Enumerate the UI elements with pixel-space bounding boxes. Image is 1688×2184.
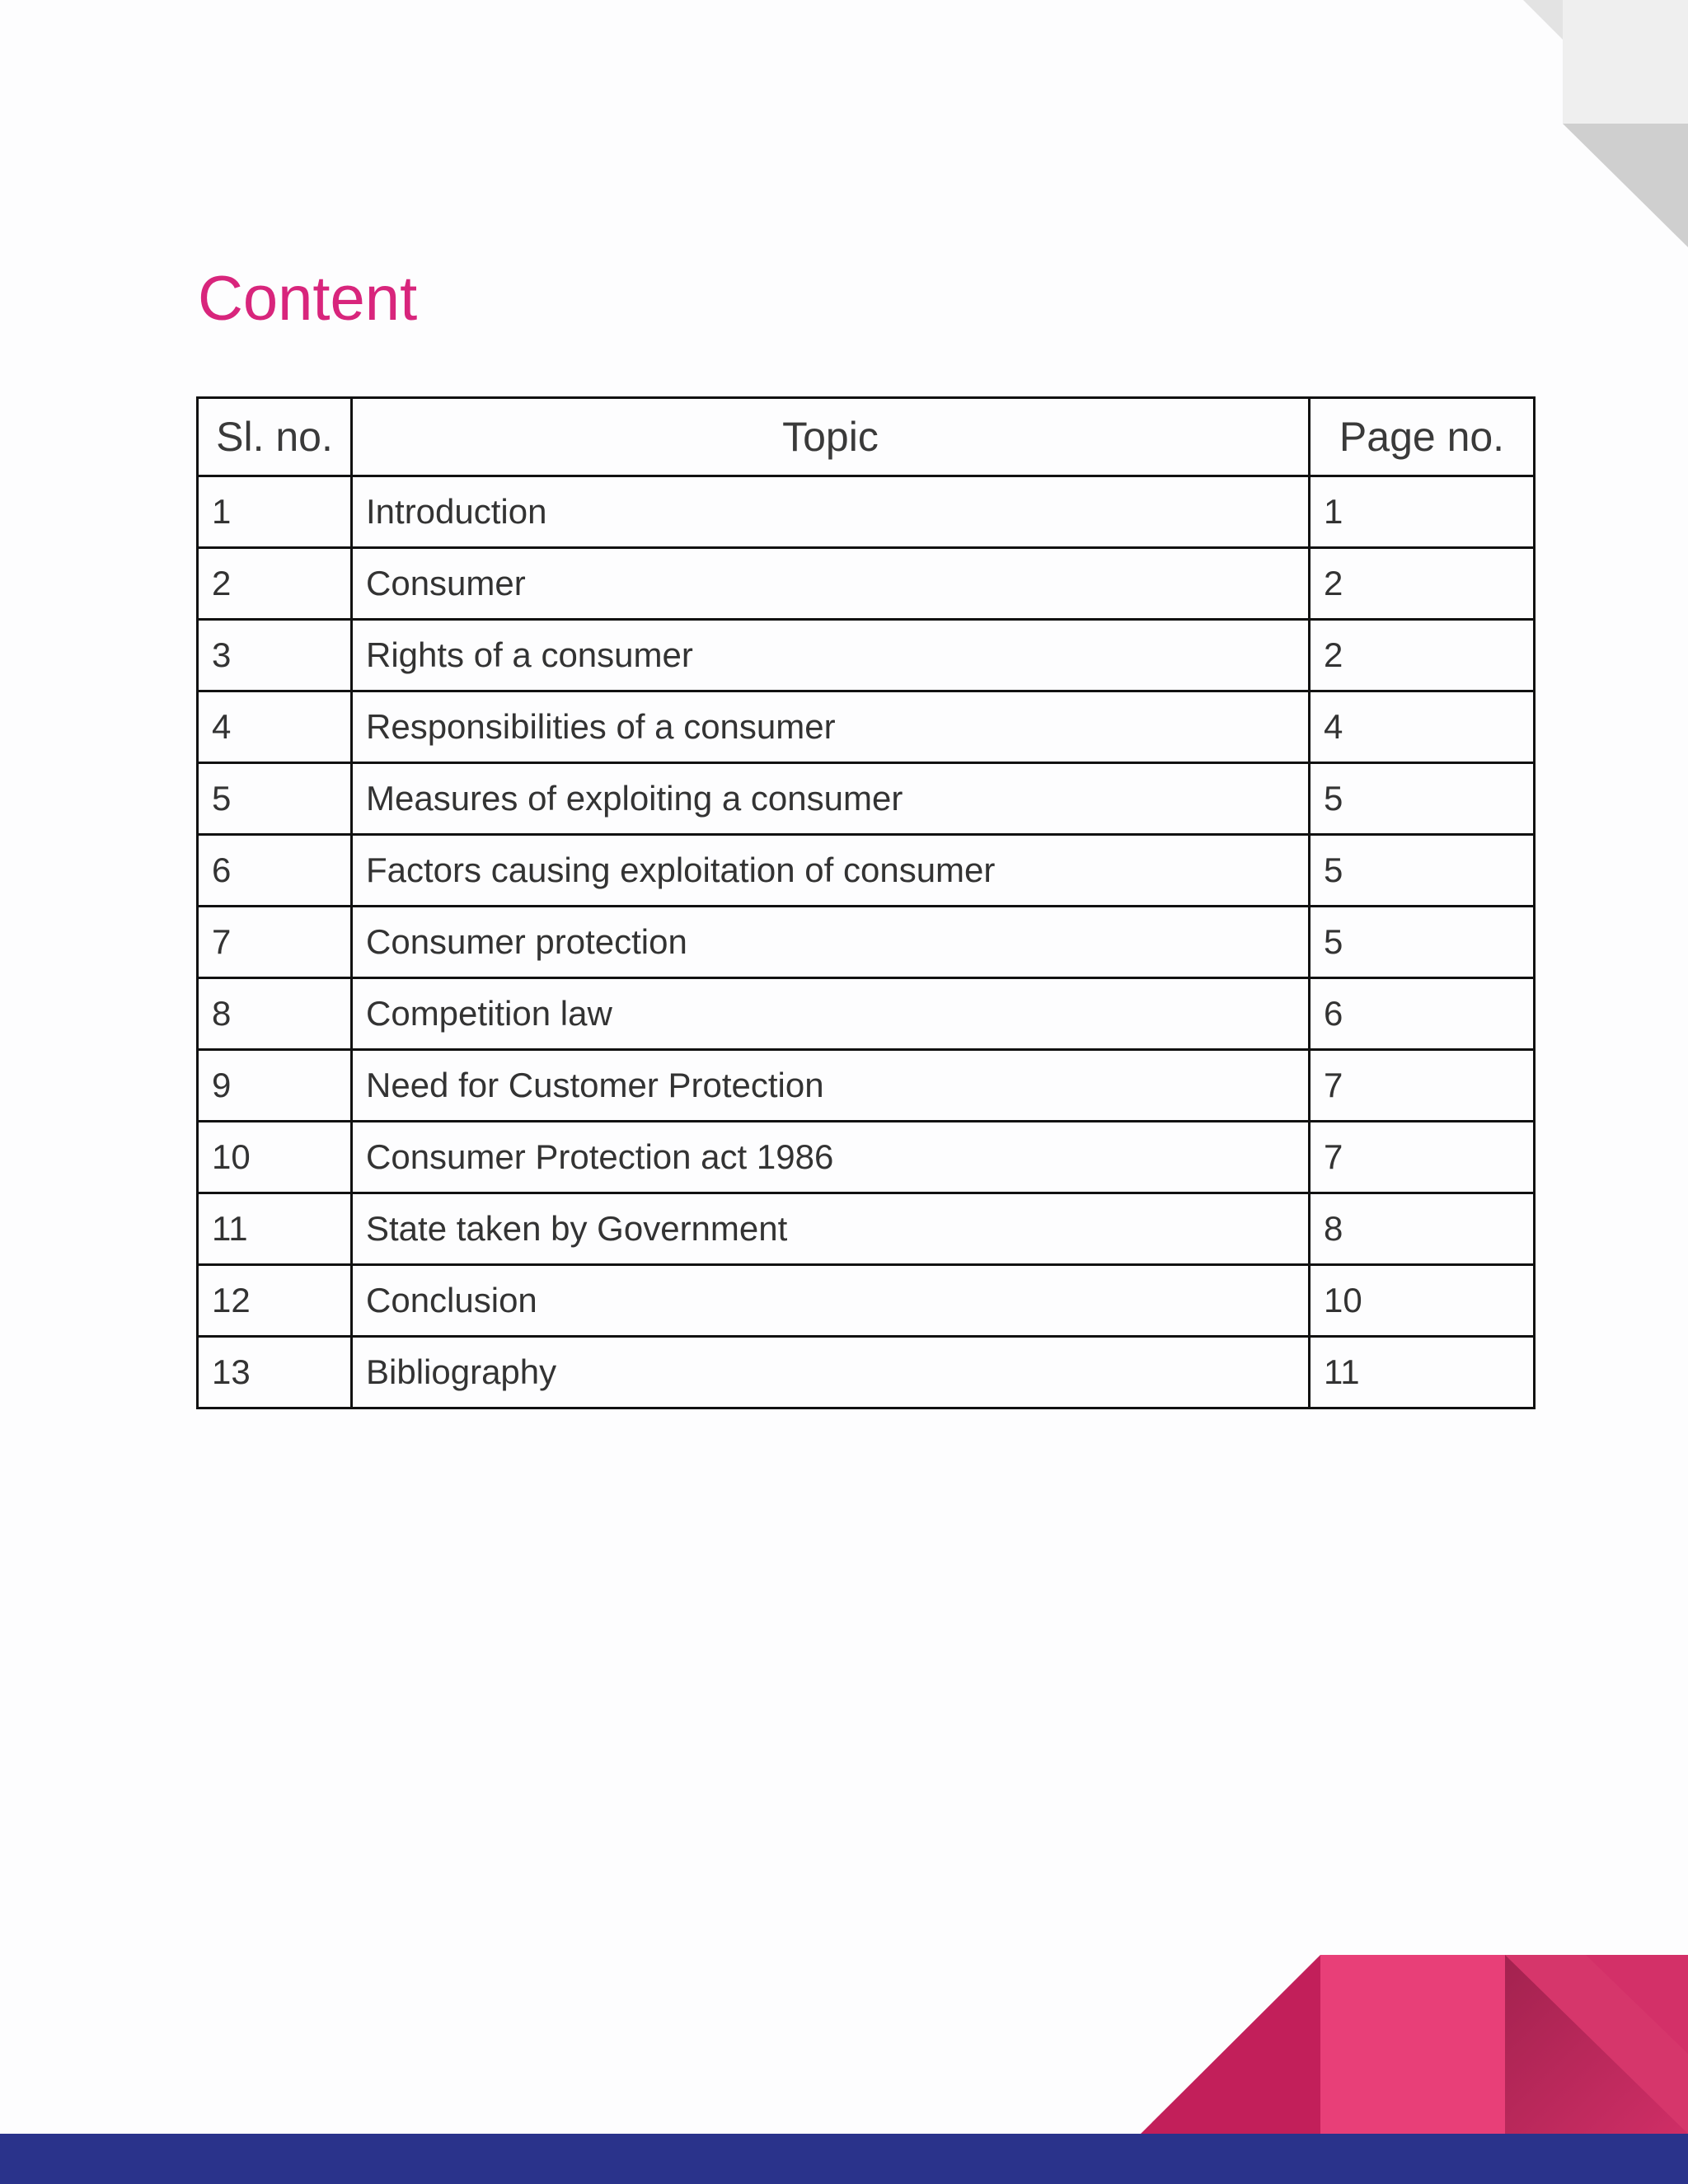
header-topic: Topic: [352, 398, 1310, 476]
table-row: [198, 1050, 1535, 1122]
bottom-right-corner-decoration: [1141, 1955, 1688, 2134]
topic-cell: Consumer: [352, 548, 1310, 620]
topic-cell: Consumer protection: [352, 907, 1310, 978]
page-number-cell: 11: [1310, 1337, 1535, 1408]
serial-number-cell: 5: [198, 763, 352, 835]
topic-cell: Bibliography: [352, 1337, 1310, 1408]
serial-number-cell: 6: [198, 835, 352, 907]
table-row: [198, 1193, 1535, 1265]
serial-number-cell: 11: [198, 1193, 352, 1265]
topic-cell: Conclusion: [352, 1265, 1310, 1337]
topic-cell: Rights of a consumer: [352, 620, 1310, 691]
page-title: Content: [198, 264, 418, 334]
table-row: [198, 835, 1535, 907]
page-number-cell: 4: [1310, 691, 1535, 763]
table-row: [198, 907, 1535, 978]
table-row: [198, 1122, 1535, 1193]
header-serial-number: Sl. no.: [198, 398, 352, 476]
table-row: [198, 1337, 1535, 1408]
page-number-cell: 10: [1310, 1265, 1535, 1337]
topic-cell: Factors causing exploitation of consumer: [352, 835, 1310, 907]
page-number-cell: 7: [1310, 1122, 1535, 1193]
table-row: [198, 620, 1535, 691]
serial-number-cell: 10: [198, 1122, 352, 1193]
page-number-cell: 5: [1310, 907, 1535, 978]
table-row: [198, 691, 1535, 763]
topic-cell: Responsibilities of a consumer: [352, 691, 1310, 763]
serial-number-cell: 13: [198, 1337, 352, 1408]
table-of-contents: [196, 396, 1536, 1409]
top-right-corner-decoration: [1441, 0, 1688, 247]
serial-number-cell: 9: [198, 1050, 352, 1122]
header-page-number: Page no.: [1310, 398, 1535, 476]
page-number-cell: 5: [1310, 763, 1535, 835]
table-row: [198, 476, 1535, 548]
topic-cell: State taken by Government: [352, 1193, 1310, 1265]
page-number-cell: 6: [1310, 978, 1535, 1050]
page-number-cell: 5: [1310, 835, 1535, 907]
page-number-cell: 1: [1310, 476, 1535, 548]
page-number-cell: 7: [1310, 1050, 1535, 1122]
serial-number-cell: 3: [198, 620, 352, 691]
topic-cell: Introduction: [352, 476, 1310, 548]
serial-number-cell: 8: [198, 978, 352, 1050]
table-row: [198, 1265, 1535, 1337]
page-number-cell: 8: [1310, 1193, 1535, 1265]
serial-number-cell: 1: [198, 476, 352, 548]
serial-number-cell: 2: [198, 548, 352, 620]
table-row: [198, 978, 1535, 1050]
page-number-cell: 2: [1310, 620, 1535, 691]
topic-cell: Need for Customer Protection: [352, 1050, 1310, 1122]
table-header-row: [198, 398, 1535, 476]
page-number-cell: 2: [1310, 548, 1535, 620]
table-row: [198, 548, 1535, 620]
serial-number-cell: 12: [198, 1265, 352, 1337]
topic-cell: Consumer Protection act 1986: [352, 1122, 1310, 1193]
serial-number-cell: 4: [198, 691, 352, 763]
footer-bar: [0, 2134, 1688, 2184]
serial-number-cell: 7: [198, 907, 352, 978]
table-row: [198, 763, 1535, 835]
topic-cell: Measures of exploiting a consumer: [352, 763, 1310, 835]
topic-cell: Competition law: [352, 978, 1310, 1050]
